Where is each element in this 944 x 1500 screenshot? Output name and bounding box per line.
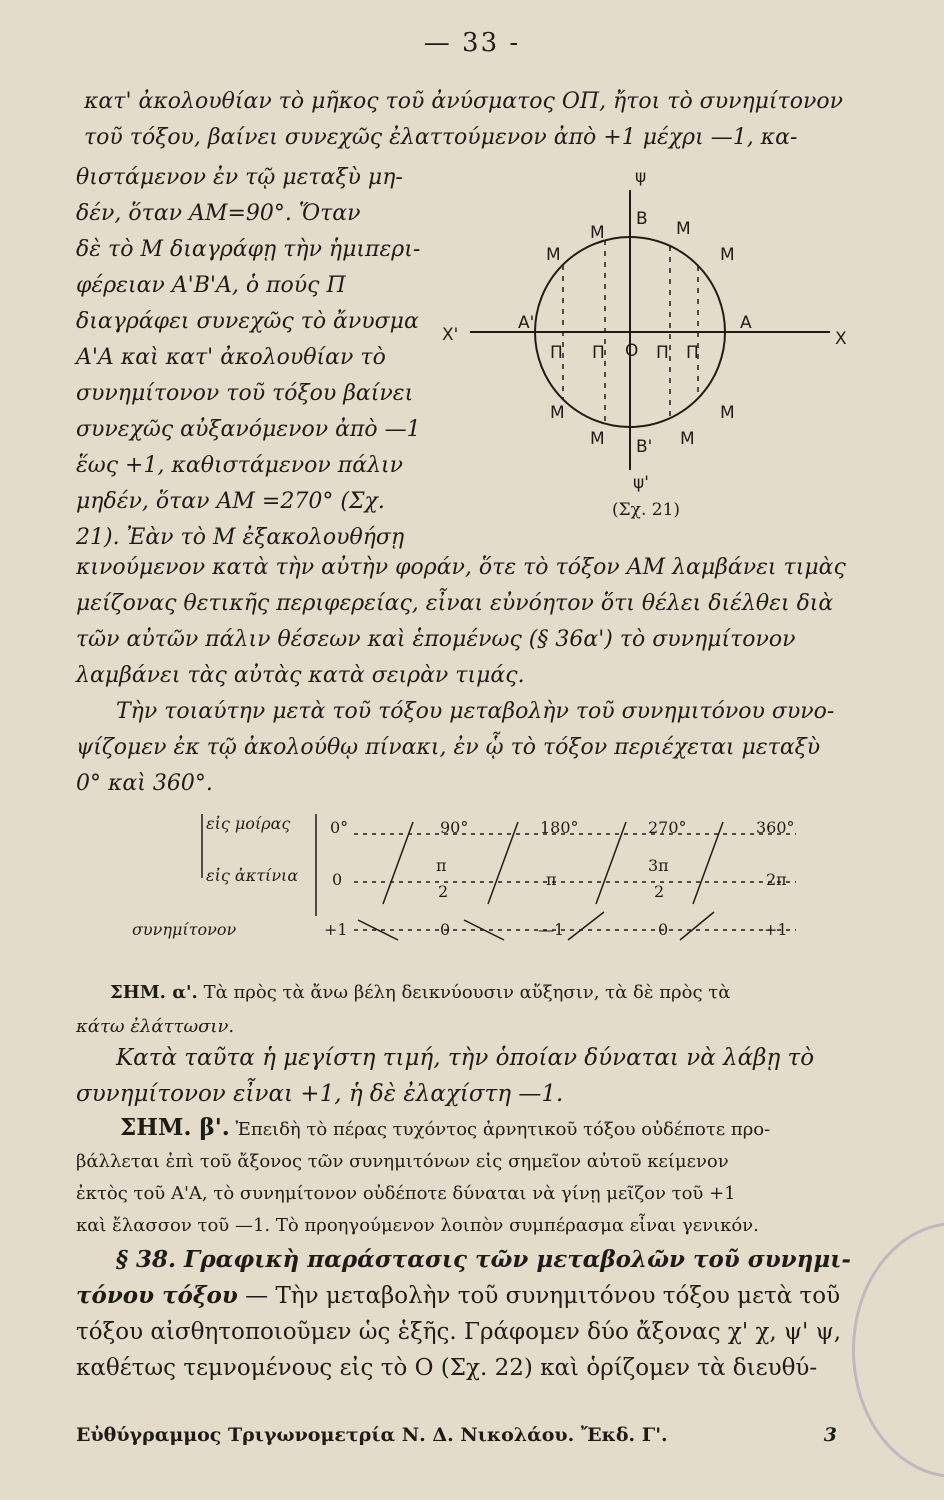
text-line: Τὰ πρὸς τὰ ἄνω βέλη δεικνύουσιν αὔξησιν, τὰ δὲ πρὸς τὰ: [203, 982, 731, 1003]
note-a: [76, 976, 731, 1044]
cosine-cell: —1: [538, 920, 565, 939]
section-heading: § 38. Γραφικὴ παράστασις τῶν μεταβολῶν τοῦ συνημι-: [116, 1246, 851, 1273]
label-m: Μ: [590, 429, 605, 449]
label-a-prime: Α': [518, 313, 535, 333]
label-m: Μ: [546, 245, 561, 265]
text-line: λαμβάνει τὰς αὐτὰς κατὰ σειρὰν τιμάς.: [76, 663, 525, 688]
label-b: Β: [636, 209, 648, 229]
text-line: διαγράφει συνεχῶς τὸ ἄνυσμα: [76, 309, 419, 334]
radian-cell: π: [436, 856, 447, 875]
cosine-cell: +1: [764, 920, 788, 939]
footer-text: Εὐθύγραμμος Τριγωνομετρία Ν. Δ. Νικολάου. Ἔκδ. Γ'.: [76, 1424, 668, 1446]
text-line: καὶ ἔλασσον τοῦ —1. Τὸ προηγούμενον λοιπὸν συμπέρασμα εἶναι γενικόν.: [76, 1215, 759, 1236]
text-line: βάλλεται ἐπὶ τοῦ ἄξονος τῶν συνημιτόνων εἰς σημεῖον αὐτοῦ κείμενον: [76, 1151, 729, 1172]
text-line: μείζονας θετικῆς περιφερείας, εἶναι εὐνόητον ὅτι θέλει διέλθει διὰ: [76, 591, 834, 616]
radian-cell: 2: [438, 882, 449, 901]
text-line: τῶν αὐτῶν πάλιν θέσεων καὶ ἑπομένως (§ 36α') τὸ συνημίτονον: [76, 627, 796, 652]
radian-cell: 2π: [766, 870, 787, 889]
label-x: X: [835, 329, 847, 349]
label-m: Μ: [590, 223, 605, 243]
variation-table: [128, 812, 808, 944]
label-m: Μ: [720, 403, 735, 423]
note-a-label: ΣΗΜ. α'.: [110, 982, 198, 1003]
continuation-paragraph: [76, 550, 846, 802]
radian-cell: 2: [654, 882, 665, 901]
degree-cell: 0°: [330, 818, 349, 837]
label-psi-prime: ψ': [633, 473, 649, 493]
text-line: τοῦ τόξου, βαίνει συνεχῶς ἐλαττούμενον ἀπὸ +1 μέχρι —1, κα-: [84, 125, 798, 150]
radian-cell: 3π: [648, 856, 669, 875]
text-line: Α'Α καὶ κατ' ἀκολουθίαν τὸ: [76, 345, 386, 370]
degree-cell: 90°: [440, 818, 469, 837]
page-number: — 33 -: [423, 28, 521, 58]
cosine-cell: 0: [658, 920, 669, 939]
text-line: συνεχῶς αὐξανόμενον ἀπὸ —1: [76, 417, 421, 442]
label-m: Μ: [720, 245, 735, 265]
label-p: Π: [550, 343, 563, 363]
text-line: ψίζομεν ἐκ τῷ ἀκολούθῳ πίνακι, ἐν ᾧ τὸ τόξον περιέχεται μεταξὺ: [76, 735, 821, 760]
text-line: κινούμενον κατὰ τὴν αὐτὴν φοράν, ὅτε τὸ τόξον ΑΜ λαμβάνει τιμὰς: [76, 555, 846, 580]
note-b-label: ΣΗΜ. β'.: [120, 1114, 230, 1141]
text-line: δὲ τὸ Μ διαγράφῃ τὴν ἡμιπερι-: [76, 237, 421, 262]
conclusion-paragraph: [76, 1040, 814, 1112]
left-column-paragraph: [76, 160, 421, 556]
figure-caption: (Σχ. 21): [612, 500, 681, 520]
library-stamp: [852, 1222, 944, 1478]
label-x-prime: X': [442, 325, 459, 345]
label-p: Π: [686, 343, 699, 363]
footer: [76, 1424, 837, 1446]
label-p: Π: [592, 343, 605, 363]
text-line: κάτω ἐλάττωσιν.: [76, 1016, 235, 1037]
text-line: 0° καὶ 360°.: [76, 771, 213, 796]
text-line: κατ' ἀκολουθίαν τὸ μῆκος τοῦ ἀνύσματος ΟΠ, ἤτοι τὸ συνημίτονον: [84, 89, 843, 114]
text-line: δέν, ὅταν ΑΜ=90°. Ὅταν: [76, 201, 361, 226]
text-line: Κατὰ ταῦτα ἡ μεγίστη τιμή, τὴν ὁποίαν δύναται νὰ λάβῃ τὸ: [116, 1045, 815, 1071]
degree-cell: 180°: [540, 818, 579, 837]
section-38: [76, 1242, 851, 1386]
text-line: — Τὴν μεταβολὴν τοῦ συνημιτόνου τόξου μετὰ τοῦ: [245, 1283, 841, 1309]
row-label-radians: εἰς ἀκτίνια: [206, 866, 299, 885]
degree-cell: 360°: [756, 818, 795, 837]
unit-circle-figure: [430, 160, 870, 500]
cosine-cell: +1: [324, 920, 348, 939]
label-p: Π: [656, 343, 669, 363]
text-line: συνημίτονον εἶναι +1, ἡ δὲ ἐλαχίστη —1.: [76, 1081, 564, 1107]
text-line: ἕως +1, καθιστάμενον πάλιν: [76, 453, 404, 478]
section-heading-cont: τόνου τόξου: [76, 1282, 238, 1309]
label-m: Μ: [680, 429, 695, 449]
text-line: συνημίτονον τοῦ τόξου βαίνει: [76, 381, 414, 406]
text-line: τόξου αἰσθητοποιοῦμεν ὡς ἑξῆς. Γράφομεν δύο ἄξονας χ' χ, ψ' ψ,: [76, 1319, 842, 1345]
degree-cell: 270°: [648, 818, 687, 837]
label-b-prime: Β': [636, 437, 653, 457]
row-label-degrees: εἰς μοίρας: [206, 814, 291, 833]
row-label-cosine: συνημίτονον: [132, 920, 237, 939]
radian-cell: 0: [332, 870, 343, 889]
label-a: Α: [740, 313, 752, 333]
intro-paragraph: [84, 84, 843, 156]
text-line: μηδέν, ὅταν ΑΜ =270° (Σχ.: [76, 489, 385, 514]
label-o: Ο: [625, 341, 639, 361]
cosine-cell: 0: [440, 920, 451, 939]
text-line: Ἐπειδὴ τὸ πέρας τυχόντος ἀρνητικοῦ τόξου οὐδέποτε προ-: [235, 1119, 771, 1140]
label-m: Μ: [550, 403, 565, 423]
text-line: ἐκτὸς τοῦ Α'Α, τὸ συνημίτονον οὐδέποτε δύναται νὰ γίνῃ μεῖζον τοῦ +1: [76, 1183, 736, 1204]
text-line: 21). Ἐὰν τὸ Μ ἐξακολουθήσῃ: [76, 525, 405, 550]
text-line: φέρειαν Α'Β'Α, ὁ πούς Π: [76, 273, 346, 298]
signature-mark: 3: [823, 1424, 837, 1446]
text-line: θιστάμενον ἐν τῷ μεταξὺ μη-: [76, 165, 403, 190]
note-b: [76, 1112, 770, 1242]
text-line: Τὴν τοιαύτην μετὰ τοῦ τόξου μεταβολὴν τοῦ συνημιτόνου συνο-: [116, 699, 835, 724]
label-m: Μ: [676, 219, 691, 239]
text-line: καθέτως τεμνομένους εἰς τὸ Ο (Σχ. 22) καὶ ὁρίζομεν τὰ διευθύ-: [76, 1355, 818, 1381]
label-psi: ψ: [635, 167, 647, 187]
radian-cell: π: [546, 870, 557, 889]
